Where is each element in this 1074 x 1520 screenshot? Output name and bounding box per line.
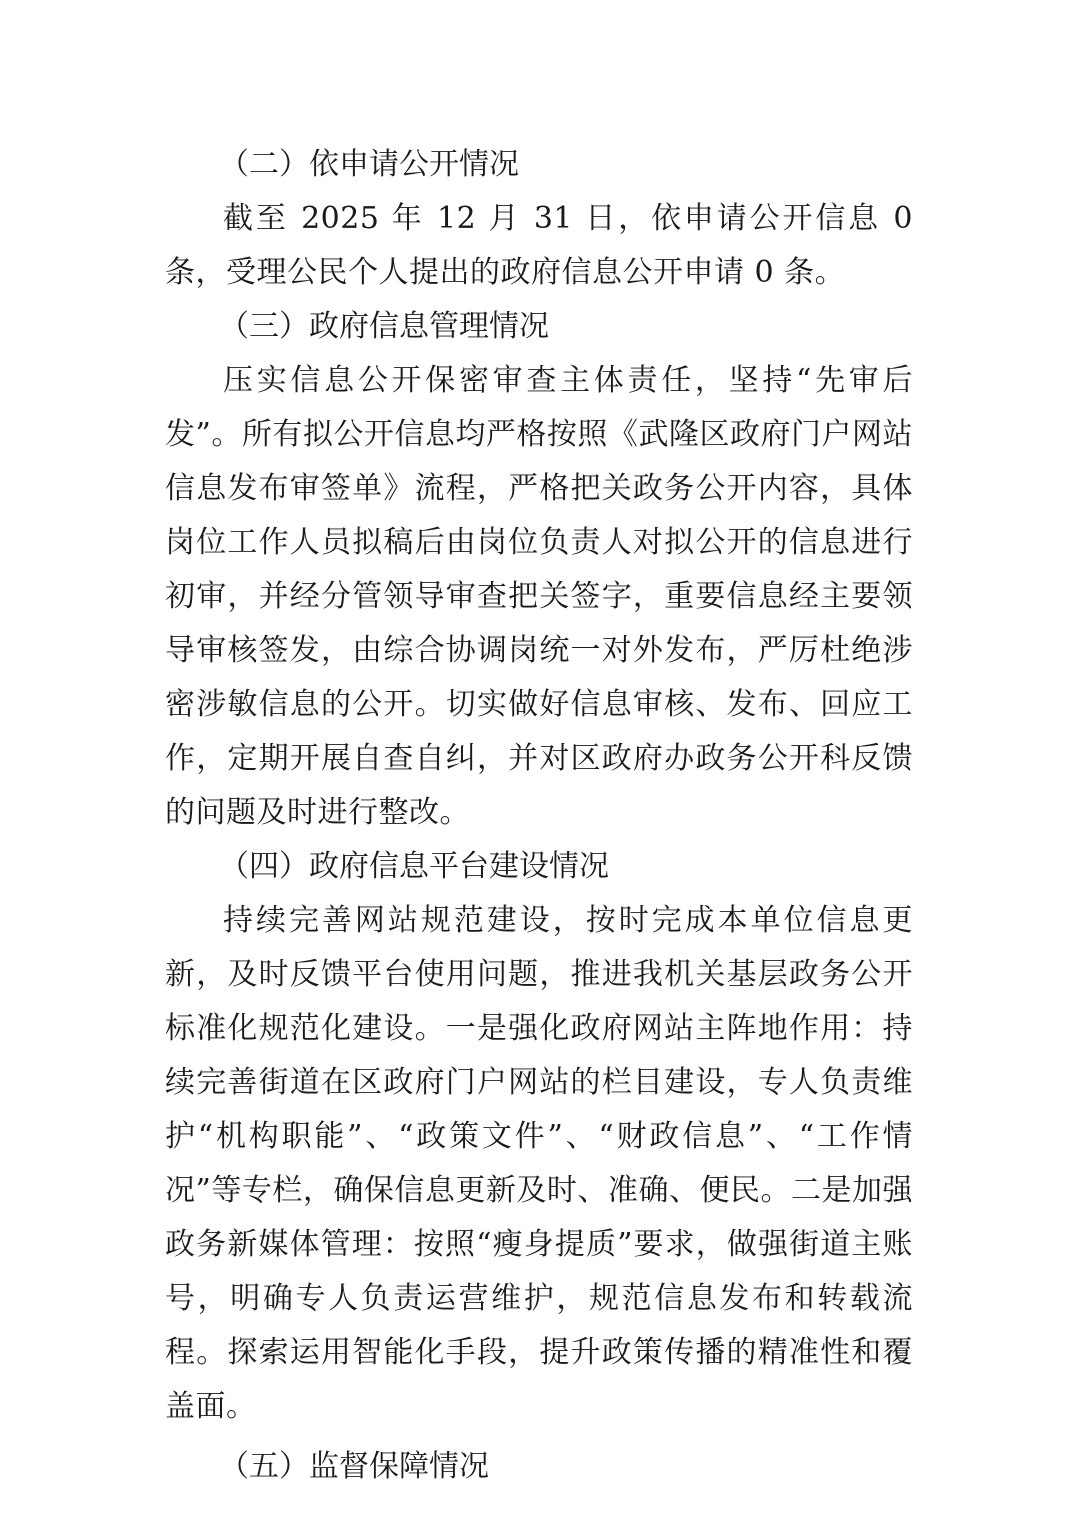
section-paragraph-2: 截至 2025 年 12 月 31 日，依申请公开信息 0 条，受理公民个人提出的政府信息公开申请 0 条。	[165, 201, 913, 290]
document-body	[165, 138, 913, 1494]
section-paragraph-3: 压实信息公开保密审查主体责任，坚持“先审后发”。所有拟公开信息均严格按照《武隆区政府门户网站信息发布审签单》流程，严格把关政务公开内容，具体岗位工作人员拟稿后由岗位负责人对拟公开的信息进行初审，并经分管领导审查把关签字，重要信息经主要领导审核签发，由综合协调岗统一对外发布，严厉杜绝涉密涉敏信息的公开。切实做好信息审核、发布、回应工作，定期开展自查自纠，并对区政府办政务公开科反馈的问题及时进行整改。	[165, 363, 913, 830]
section-heading-2: （二）依申请公开情况	[219, 147, 519, 182]
section-heading-3: （三）政府信息管理情况	[219, 309, 549, 344]
section-heading-5: （五）监督保障情况	[219, 1449, 489, 1484]
section-heading-4: （四）政府信息平台建设情况	[219, 849, 609, 884]
section-paragraph-4: 持续完善网站规范建设，按时完成本单位信息更新，及时反馈平台使用问题，推进我机关基层政务公开标准化规范化建设。一是强化政府网站主阵地作用：持续完善街道在区政府门户网站的栏目建设，专人负责维护“机构职能”、“政策文件”、“财政信息”、“工作情况”等专栏，确保信息更新及时、准确、便民。二是加强政务新媒体管理：按照“瘦身提质”要求，做强街道主账号，明确专人负责运营维护，规范信息发布和转载流程。探索运用智能化手段，提升政策传播的精准性和覆盖面。	[165, 903, 913, 1424]
